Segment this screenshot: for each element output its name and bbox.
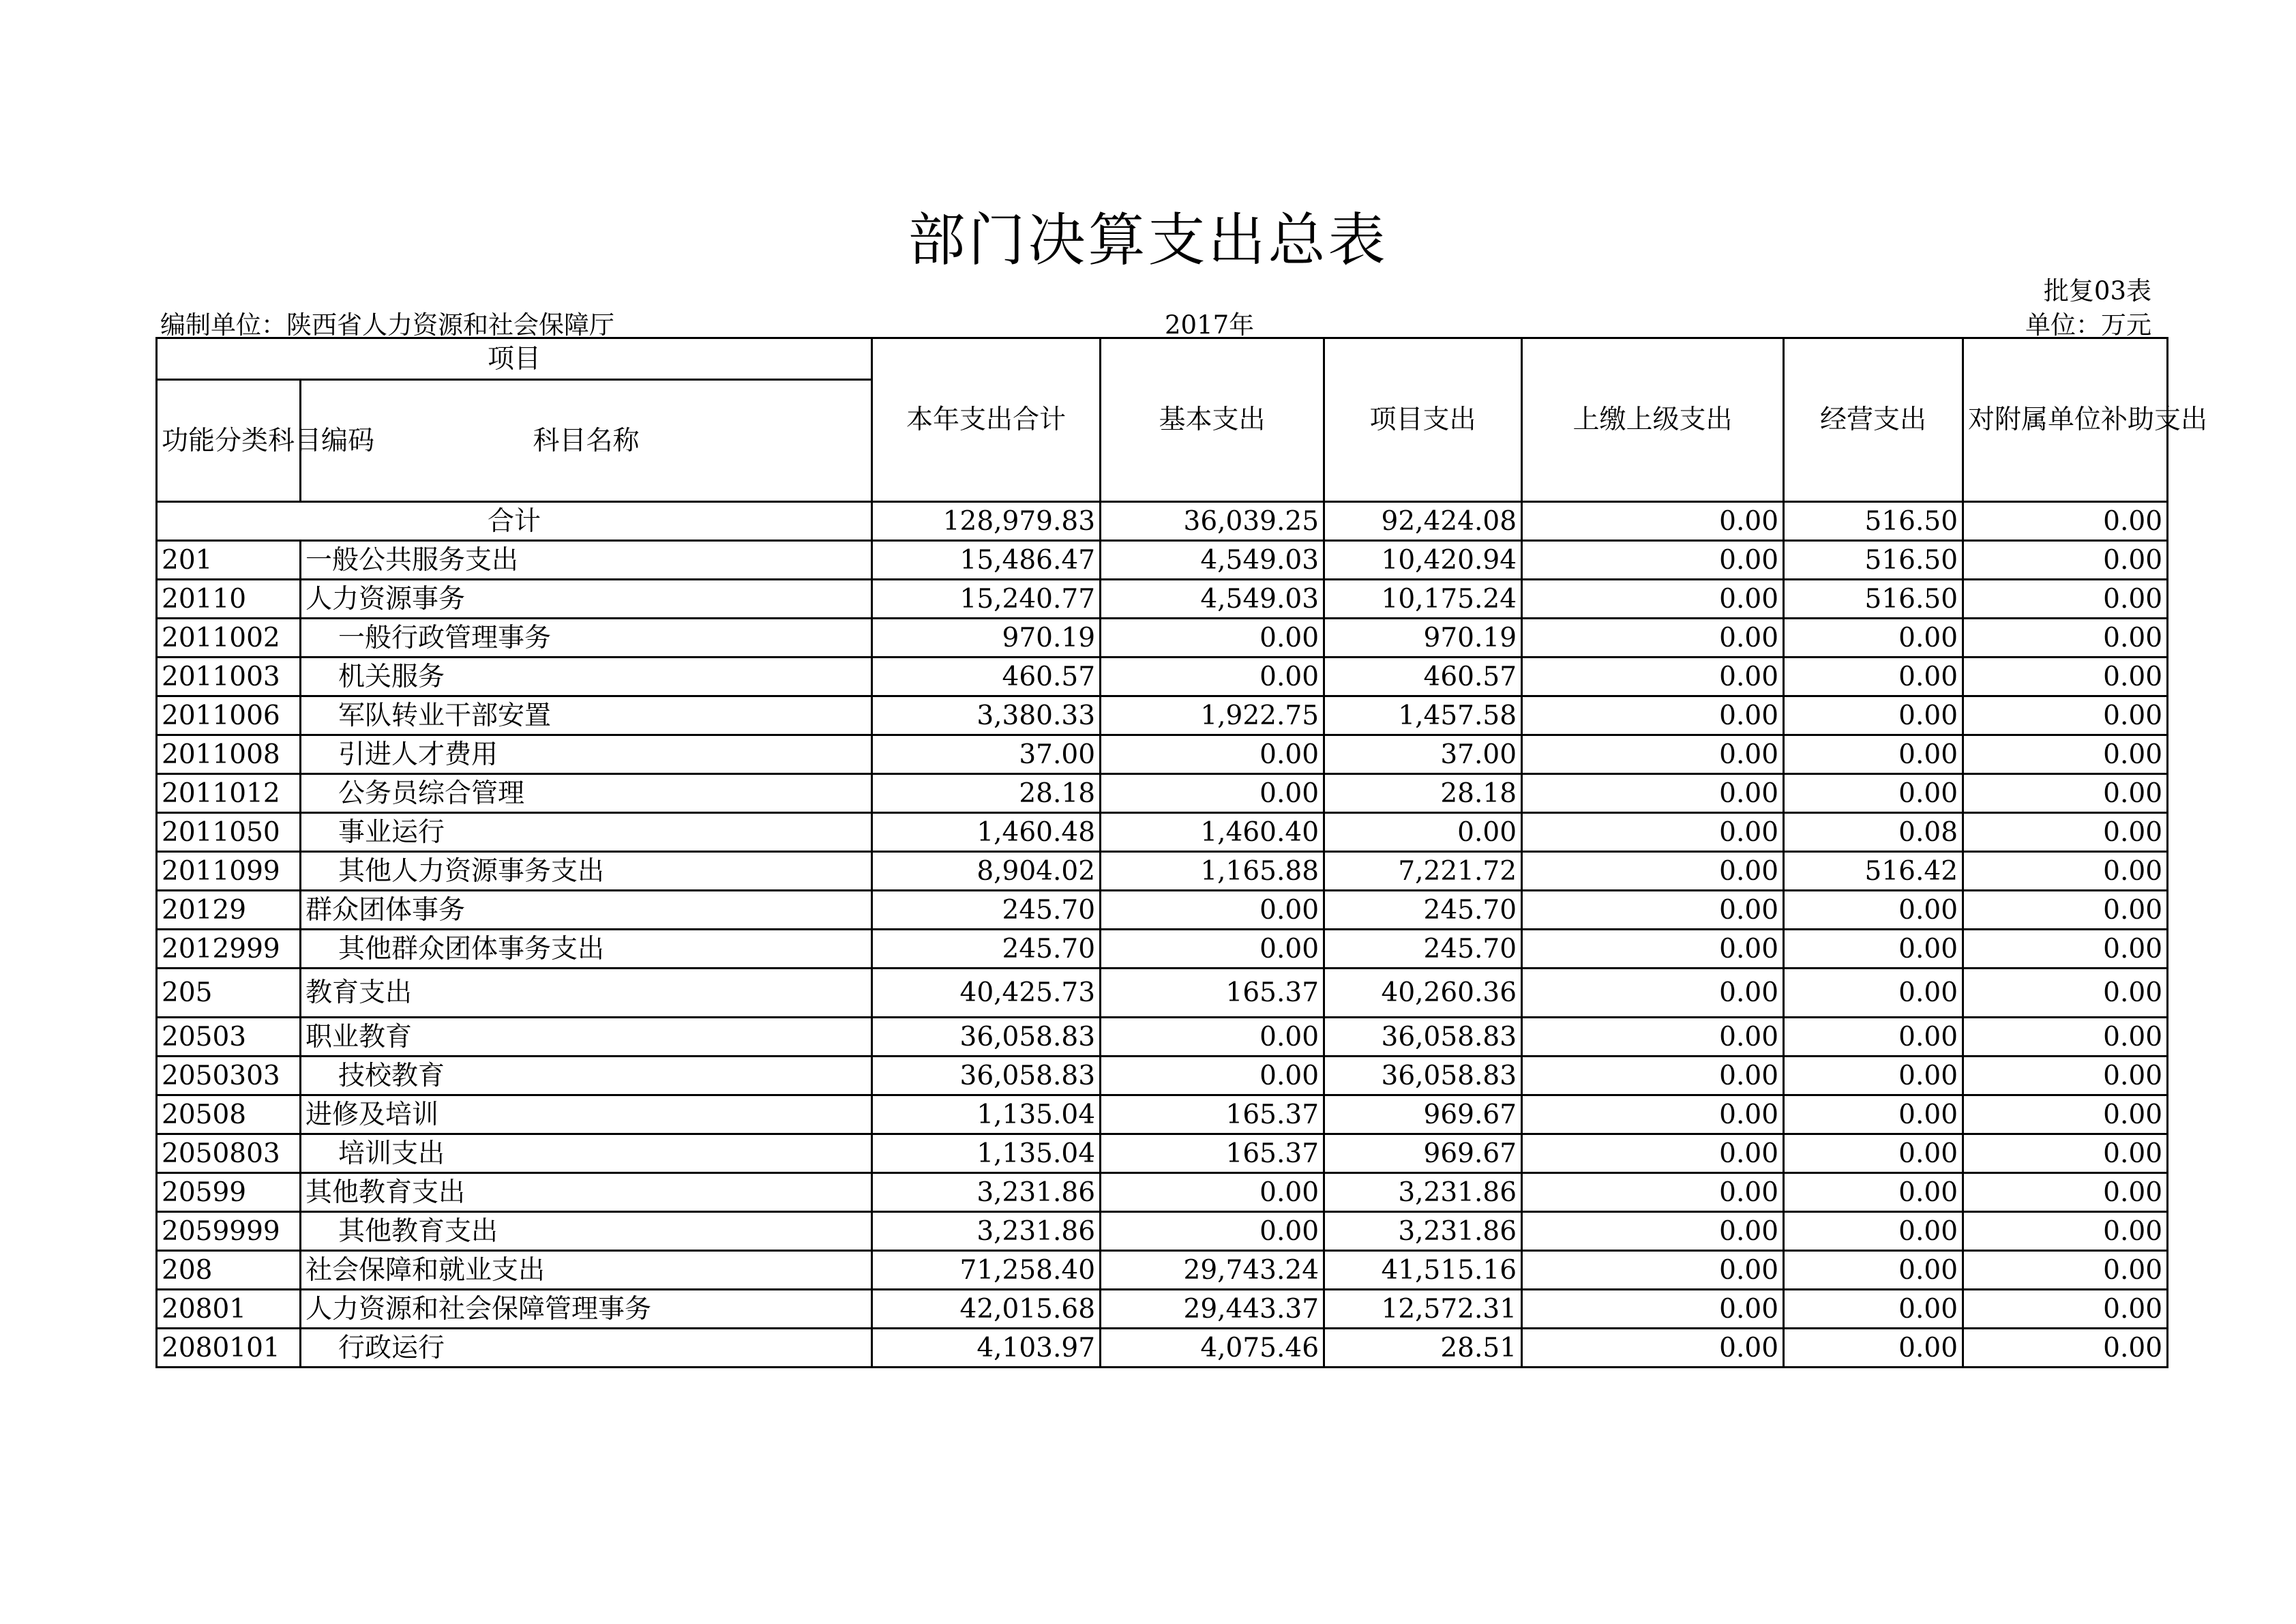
amount-cell: 165.37 (1101, 969, 1324, 1018)
subject-name: 军队转业干部安置 (301, 696, 872, 735)
table-row (157, 541, 2168, 580)
amount-cell: 0.00 (1101, 1212, 1324, 1251)
subject-name: 技校教育 (301, 1057, 872, 1095)
table-row (157, 1212, 2168, 1251)
subject-name: 事业运行 (301, 813, 872, 852)
amount-cell: 0.00 (1963, 541, 2168, 580)
subject-name: 培训支出 (301, 1134, 872, 1173)
form-number: 批复03表 (2043, 276, 2151, 306)
subject-name: 群众团体事务 (301, 891, 872, 930)
amount-cell: 0.00 (1784, 1018, 1963, 1057)
amount-cell: 0.00 (1522, 1290, 1784, 1329)
amount-cell: 0.00 (1784, 1290, 1963, 1329)
amount-cell: 12,572.31 (1324, 1290, 1522, 1329)
unit-label: 单位：万元 (2025, 310, 2151, 340)
amount-cell: 37.00 (1324, 735, 1522, 774)
amount-cell: 28.51 (1324, 1329, 1522, 1368)
subject-code: 2011003 (157, 658, 301, 696)
subject-code: 20599 (157, 1173, 301, 1212)
amount-cell: 0.00 (1522, 1095, 1784, 1134)
subject-code: 2011099 (157, 852, 301, 891)
header-basic: 基本支出 (1101, 338, 1324, 502)
amount-cell: 0.00 (1522, 1173, 1784, 1212)
amount-cell: 0.00 (1784, 1329, 1963, 1368)
amount-cell: 0.00 (1784, 891, 1963, 930)
subject-code: 208 (157, 1251, 301, 1290)
total-cell: 0.00 (1522, 502, 1784, 541)
amount-cell: 0.00 (1784, 619, 1963, 658)
table-row (157, 930, 2168, 969)
amount-cell: 37.00 (872, 735, 1101, 774)
amount-cell: 516.50 (1784, 541, 1963, 580)
table-row (157, 774, 2168, 813)
header-total: 本年支出合计 (872, 338, 1101, 502)
table-row (157, 813, 2168, 852)
subject-code: 201 (157, 541, 301, 580)
amount-cell: 1,165.88 (1101, 852, 1324, 891)
year-label: 2017年 (1165, 310, 1255, 340)
amount-cell: 0.00 (1101, 1057, 1324, 1095)
table-row (157, 852, 2168, 891)
amount-cell: 0.00 (1522, 1251, 1784, 1290)
subject-code: 2011002 (157, 619, 301, 658)
amount-cell: 1,135.04 (872, 1095, 1101, 1134)
header-subsidy: 对附属单位补助支出 (1963, 338, 2168, 502)
amount-cell: 40,425.73 (872, 969, 1101, 1018)
amount-cell: 0.00 (1522, 619, 1784, 658)
amount-cell: 36,058.83 (872, 1057, 1101, 1095)
amount-cell: 0.00 (1963, 1095, 2168, 1134)
total-cell: 92,424.08 (1324, 502, 1522, 541)
subject-name: 机关服务 (301, 658, 872, 696)
amount-cell: 0.00 (1963, 1290, 2168, 1329)
table-row (157, 1329, 2168, 1368)
subject-name: 其他教育支出 (301, 1212, 872, 1251)
table-body (157, 502, 2168, 1368)
amount-cell: 0.00 (1522, 1018, 1784, 1057)
amount-cell: 0.00 (1784, 1057, 1963, 1095)
table-row (157, 1095, 2168, 1134)
amount-cell: 3,231.86 (872, 1173, 1101, 1212)
amount-cell: 165.37 (1101, 1095, 1324, 1134)
subject-name: 其他教育支出 (301, 1173, 872, 1212)
amount-cell: 0.00 (1522, 580, 1784, 619)
subject-code: 2050303 (157, 1057, 301, 1095)
amount-cell: 3,231.86 (1324, 1212, 1522, 1251)
table-row (157, 580, 2168, 619)
subject-code: 20129 (157, 891, 301, 930)
amount-cell: 8,904.02 (872, 852, 1101, 891)
amount-cell: 0.00 (1101, 1018, 1324, 1057)
subject-code: 2080101 (157, 1329, 301, 1368)
subject-name: 引进人才费用 (301, 735, 872, 774)
subject-name: 社会保障和就业支出 (301, 1251, 872, 1290)
amount-cell: 0.00 (1963, 1134, 2168, 1173)
amount-cell: 0.00 (1784, 658, 1963, 696)
amount-cell: 0.00 (1522, 1134, 1784, 1173)
header-business: 经营支出 (1784, 338, 1963, 502)
amount-cell: 245.70 (1324, 891, 1522, 930)
amount-cell: 0.00 (1784, 696, 1963, 735)
amount-cell: 0.00 (1963, 1173, 2168, 1212)
amount-cell: 516.42 (1784, 852, 1963, 891)
subject-name: 人力资源和社会保障管理事务 (301, 1290, 872, 1329)
total-label: 合计 (157, 502, 872, 541)
amount-cell: 0.00 (1522, 813, 1784, 852)
header-name: 科目名称 (301, 380, 872, 502)
amount-cell: 0.00 (1324, 813, 1522, 852)
table-row (157, 658, 2168, 696)
subject-name: 行政运行 (301, 1329, 872, 1368)
amount-cell: 969.67 (1324, 1134, 1522, 1173)
amount-cell: 0.00 (1784, 774, 1963, 813)
subject-code: 2011006 (157, 696, 301, 735)
amount-cell: 3,231.86 (872, 1212, 1101, 1251)
amount-cell: 10,420.94 (1324, 541, 1522, 580)
amount-cell: 0.00 (1963, 813, 2168, 852)
amount-cell: 245.70 (1324, 930, 1522, 969)
amount-cell: 4,549.03 (1101, 541, 1324, 580)
table-row (157, 696, 2168, 735)
table-row (157, 1134, 2168, 1173)
table-row (157, 1057, 2168, 1095)
table-row (157, 1290, 2168, 1329)
amount-cell: 0.00 (1963, 1329, 2168, 1368)
amount-cell: 0.00 (1963, 1251, 2168, 1290)
amount-cell: 0.00 (1963, 696, 2168, 735)
amount-cell: 4,549.03 (1101, 580, 1324, 619)
amount-cell: 0.00 (1784, 1173, 1963, 1212)
amount-cell: 0.00 (1963, 1057, 2168, 1095)
subject-code: 20801 (157, 1290, 301, 1329)
total-cell: 128,979.83 (872, 502, 1101, 541)
amount-cell: 0.00 (1522, 774, 1784, 813)
total-cell: 516.50 (1784, 502, 1963, 541)
amount-cell: 0.00 (1522, 852, 1784, 891)
amount-cell: 970.19 (872, 619, 1101, 658)
amount-cell: 0.08 (1784, 813, 1963, 852)
subject-code: 20110 (157, 580, 301, 619)
amount-cell: 0.00 (1963, 1212, 2168, 1251)
amount-cell: 0.00 (1784, 735, 1963, 774)
amount-cell: 0.00 (1522, 696, 1784, 735)
amount-cell: 0.00 (1784, 1251, 1963, 1290)
subject-code: 2012999 (157, 930, 301, 969)
subject-code: 2011012 (157, 774, 301, 813)
amount-cell: 0.00 (1522, 735, 1784, 774)
amount-cell: 1,457.58 (1324, 696, 1522, 735)
total-cell: 36,039.25 (1101, 502, 1324, 541)
amount-cell: 0.00 (1784, 1095, 1963, 1134)
subject-name: 教育支出 (301, 969, 872, 1018)
amount-cell: 0.00 (1522, 1329, 1784, 1368)
table-row (157, 969, 2168, 1018)
amount-cell: 0.00 (1101, 774, 1324, 813)
amount-cell: 0.00 (1101, 1173, 1324, 1212)
subject-name: 一般公共服务支出 (301, 541, 872, 580)
amount-cell: 15,240.77 (872, 580, 1101, 619)
subject-name: 公务员综合管理 (301, 774, 872, 813)
amount-cell: 1,460.40 (1101, 813, 1324, 852)
amount-cell: 0.00 (1784, 1212, 1963, 1251)
amount-cell: 0.00 (1963, 774, 2168, 813)
amount-cell: 4,075.46 (1101, 1329, 1324, 1368)
amount-cell: 969.67 (1324, 1095, 1522, 1134)
amount-cell: 36,058.83 (1324, 1057, 1522, 1095)
amount-cell: 40,260.36 (1324, 969, 1522, 1018)
subject-name: 其他人力资源事务支出 (301, 852, 872, 891)
amount-cell: 29,443.37 (1101, 1290, 1324, 1329)
amount-cell: 10,175.24 (1324, 580, 1522, 619)
amount-cell: 0.00 (1963, 852, 2168, 891)
amount-cell: 29,743.24 (1101, 1251, 1324, 1290)
amount-cell: 0.00 (1522, 891, 1784, 930)
expenditure-table (155, 337, 2208, 1368)
subject-name: 其他群众团体事务支出 (301, 930, 872, 969)
amount-cell: 15,486.47 (872, 541, 1101, 580)
amount-cell: 0.00 (1522, 541, 1784, 580)
subject-code: 2011008 (157, 735, 301, 774)
total-row (157, 502, 2168, 541)
amount-cell: 0.00 (1784, 1134, 1963, 1173)
subject-code: 2059999 (157, 1212, 301, 1251)
amount-cell: 4,103.97 (872, 1329, 1101, 1368)
amount-cell: 245.70 (872, 930, 1101, 969)
amount-cell: 0.00 (1963, 1018, 2168, 1057)
amount-cell: 460.57 (872, 658, 1101, 696)
amount-cell: 3,380.33 (872, 696, 1101, 735)
amount-cell: 0.00 (1101, 735, 1324, 774)
subject-code: 20503 (157, 1018, 301, 1057)
subject-name: 人力资源事务 (301, 580, 872, 619)
header-code: 功能分类科目编码 (157, 380, 301, 502)
table-row (157, 619, 2168, 658)
amount-cell: 7,221.72 (1324, 852, 1522, 891)
amount-cell: 0.00 (1522, 1057, 1784, 1095)
amount-cell: 0.00 (1784, 930, 1963, 969)
amount-cell: 0.00 (1101, 658, 1324, 696)
amount-cell: 460.57 (1324, 658, 1522, 696)
amount-cell: 42,015.68 (872, 1290, 1101, 1329)
organization-label: 编制单位：陕西省人力资源和社会保障厅 (160, 310, 614, 340)
table-row (157, 1018, 2168, 1057)
amount-cell: 245.70 (872, 891, 1101, 930)
amount-cell: 1,135.04 (872, 1134, 1101, 1173)
subject-code: 205 (157, 969, 301, 1018)
amount-cell: 0.00 (1522, 969, 1784, 1018)
total-cell: 0.00 (1963, 502, 2168, 541)
amount-cell: 0.00 (1963, 580, 2168, 619)
amount-cell: 0.00 (1101, 930, 1324, 969)
amount-cell: 970.19 (1324, 619, 1522, 658)
table-row (157, 1173, 2168, 1212)
amount-cell: 0.00 (1963, 658, 2168, 696)
subject-code: 20508 (157, 1095, 301, 1134)
subject-name: 进修及培训 (301, 1095, 872, 1134)
table-row (157, 735, 2168, 774)
page-title: 部门决算支出总表 (908, 207, 1388, 274)
amount-cell: 0.00 (1963, 619, 2168, 658)
amount-cell: 0.00 (1963, 969, 2168, 1018)
amount-cell: 0.00 (1101, 619, 1324, 658)
amount-cell: 41,515.16 (1324, 1251, 1522, 1290)
amount-cell: 0.00 (1963, 735, 2168, 774)
amount-cell: 0.00 (1963, 930, 2168, 969)
header-item: 项目 (157, 338, 872, 380)
subject-name: 一般行政管理事务 (301, 619, 872, 658)
amount-cell: 516.50 (1784, 580, 1963, 619)
amount-cell: 3,231.86 (1324, 1173, 1522, 1212)
amount-cell: 165.37 (1101, 1134, 1324, 1173)
table-row (157, 1251, 2168, 1290)
amount-cell: 36,058.83 (872, 1018, 1101, 1057)
amount-cell: 0.00 (1522, 1212, 1784, 1251)
amount-cell: 28.18 (1324, 774, 1522, 813)
subject-name: 职业教育 (301, 1018, 872, 1057)
amount-cell: 36,058.83 (1324, 1018, 1522, 1057)
subject-code: 2011050 (157, 813, 301, 852)
amount-cell: 1,460.48 (872, 813, 1101, 852)
header-project: 项目支出 (1324, 338, 1522, 502)
amount-cell: 0.00 (1522, 658, 1784, 696)
amount-cell: 0.00 (1522, 930, 1784, 969)
amount-cell: 0.00 (1963, 891, 2168, 930)
table-row (157, 891, 2168, 930)
header-upper: 上缴上级支出 (1522, 338, 1784, 502)
amount-cell: 28.18 (872, 774, 1101, 813)
amount-cell: 0.00 (1784, 969, 1963, 1018)
amount-cell: 71,258.40 (872, 1251, 1101, 1290)
amount-cell: 0.00 (1101, 891, 1324, 930)
amount-cell: 1,922.75 (1101, 696, 1324, 735)
subject-code: 2050803 (157, 1134, 301, 1173)
